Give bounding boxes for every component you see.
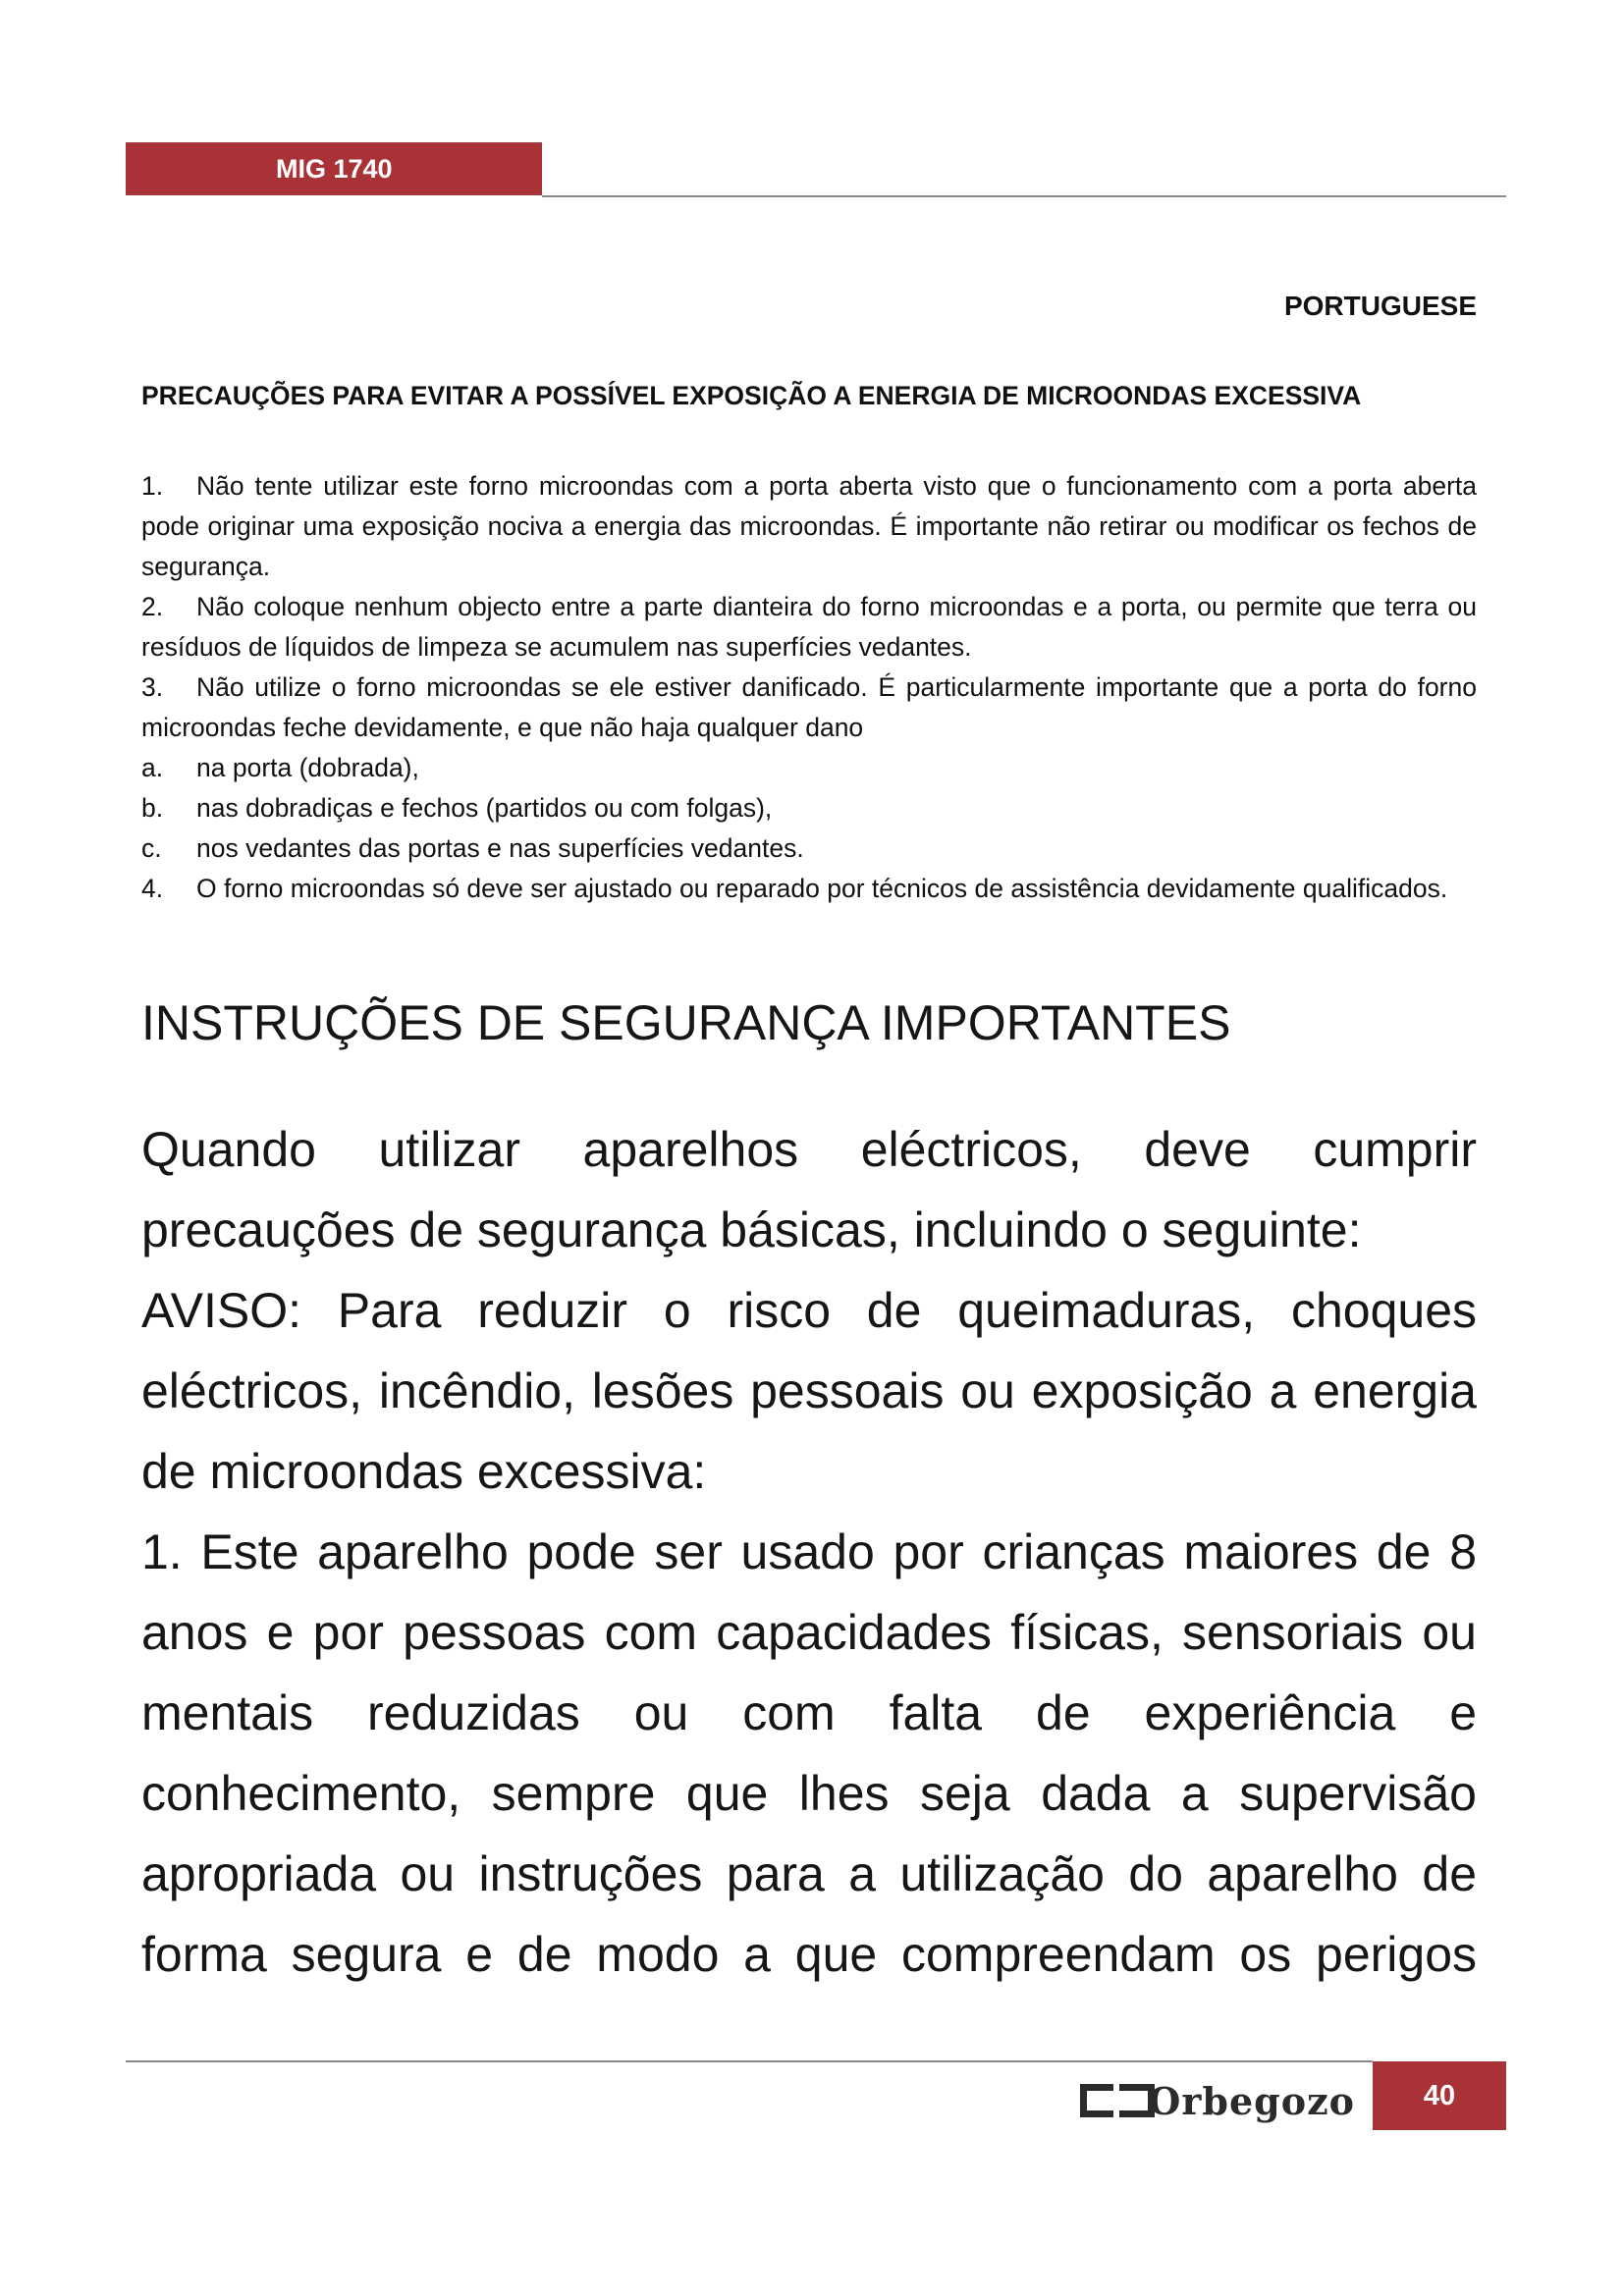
safety-body (141, 1109, 1477, 1995)
model-tab (126, 142, 542, 195)
header-divider (542, 195, 1506, 197)
item-text: Não coloque nenhum objecto entre a parte dianteira do forno microondas e a porta, ou permite que terra ou resíduos de líquidos de limpeza se acumulem nas superfícies vedantes. (141, 592, 1477, 662)
precaution-item-3 (141, 667, 1477, 748)
precaution-item-2 (141, 587, 1477, 667)
item-number: 2. (141, 592, 164, 621)
sub-item-text: nos vedantes das portas e nas superfícies vedantes. (196, 833, 804, 863)
brand-name: Orbegozo (1148, 2078, 1355, 2123)
sub-item-letter: b. (141, 793, 164, 823)
item-number: 1. (141, 471, 164, 501)
precautions-list (141, 466, 1477, 909)
precaution-item-4 (141, 869, 1477, 909)
sub-item-text: na porta (dobrada), (196, 753, 419, 782)
language-label: PORTUGUESE (1283, 291, 1477, 321)
precautions-title: PRECAUÇÕES PARA EVITAR A POSSÍVEL EXPOSIÇÃO A ENERGIA DE MICROONDAS EXCESSIVA (141, 381, 1362, 410)
brand-logo (1080, 2076, 1355, 2125)
brand-mark-icon (1080, 2084, 1138, 2117)
item-text: Não utilize o forno microondas se ele estiver danificado. É particularmente importante que a porta do forno microondas feche devidamente, e que não haja qualquer dano (141, 672, 1477, 742)
item-number: 4. (141, 874, 164, 903)
model-label: MIG 1740 (276, 154, 393, 184)
sub-item-letter: a. (141, 753, 164, 782)
item-text: O forno microondas só deve ser ajustado ou reparado por técnicos de assistência devidamente qualificados. (196, 874, 1448, 903)
item-number: 3. (141, 672, 164, 702)
item-text: Não tente utilizar este forno microondas com a porta aberta visto que o funcionamento com a porta aberta pode originar uma exposição nociva a energia das microondas. É importante não retirar ou modificar os fechos de segurança. (141, 471, 1477, 581)
sub-item-text: nas dobradiças e fechos (partidos ou com folgas), (196, 793, 773, 823)
footer-divider (126, 2060, 1373, 2062)
page-number: 40 (1423, 2079, 1456, 2111)
safety-intro: Quando utilizar aparelhos eléctricos, deve cumprir precauções de segurança básicas, incluindo o seguinte: (141, 1122, 1477, 1257)
safety-warning: AVISO: Para reduzir o risco de queimaduras, choques eléctricos, incêndio, lesões pessoais ou exposição a energia de microondas excessiva: (141, 1283, 1477, 1499)
sub-item-a (141, 748, 1477, 788)
sub-item-letter: c. (141, 833, 162, 863)
sub-item-b (141, 788, 1477, 828)
safety-heading: INSTRUÇÕES DE SEGURANÇA IMPORTANTES (141, 995, 1231, 1050)
precaution-item-1 (141, 466, 1477, 587)
safety-item-1: 1. Este aparelho pode ser usado por crianças maiores de 8 anos e por pessoas com capacidades físicas, sensoriais ou mentais reduzidas ou com falta de experiência e conhecimento, sempre que lhes seja dada a supervisão apropriada ou instruções para a utilização do aparelho de forma segura e de modo a que compreendam os perigos (141, 1524, 1477, 1982)
page-number-box (1373, 2061, 1506, 2130)
sub-item-c (141, 828, 1477, 869)
